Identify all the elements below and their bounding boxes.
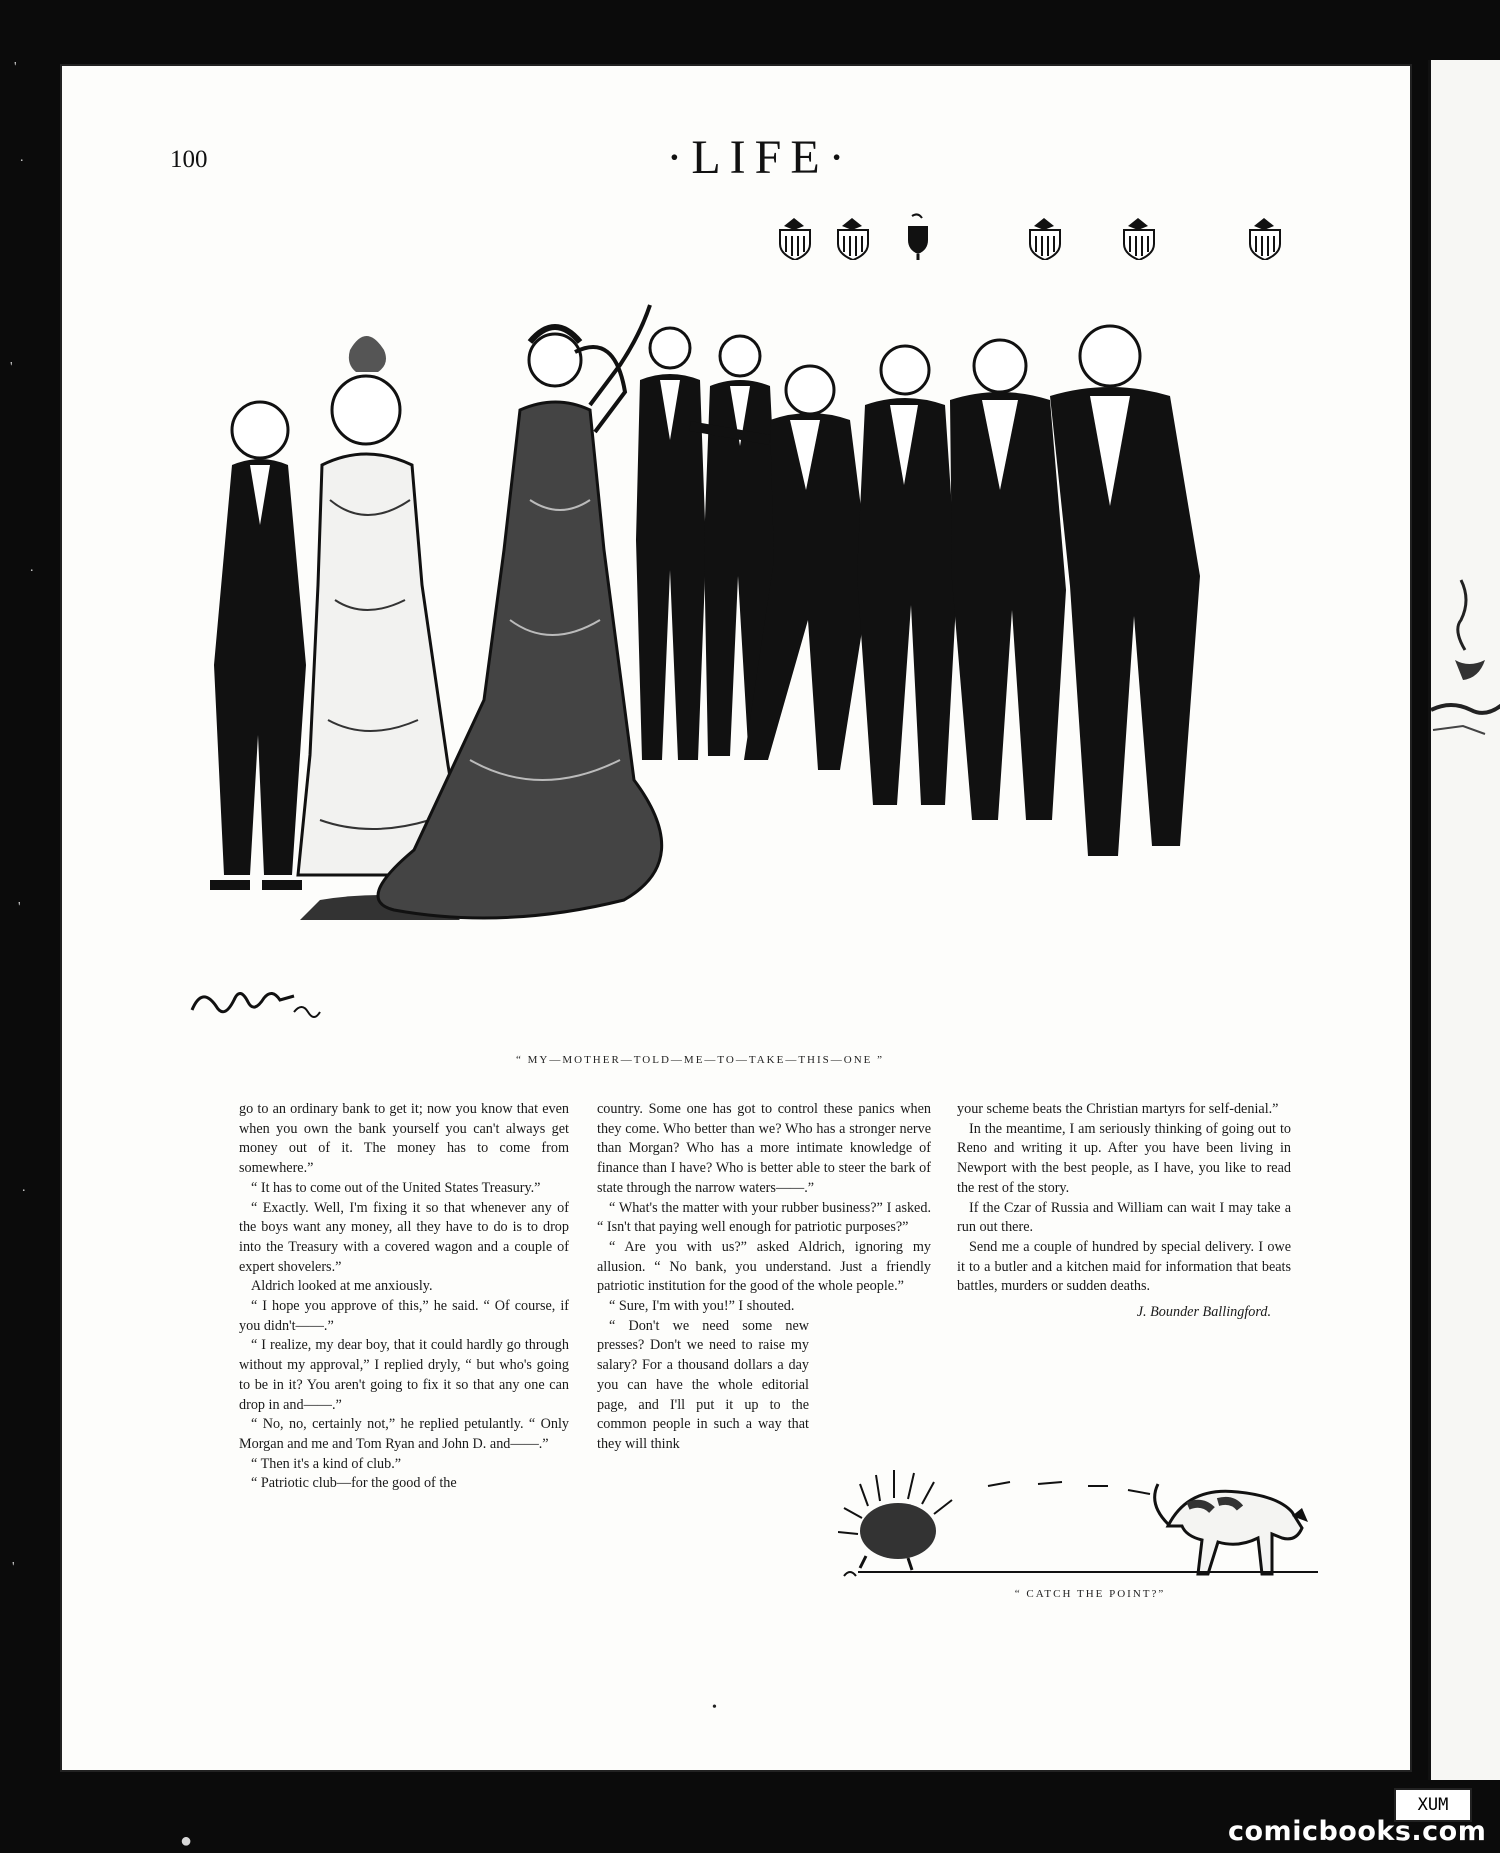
source-watermark: comicbooks.com	[1228, 1816, 1487, 1847]
article-column-3	[957, 1100, 1291, 1323]
shield-icon	[1250, 218, 1280, 260]
author-signature: J. Bounder Ballingford.	[1136, 1304, 1271, 1321]
man-figure	[1050, 326, 1200, 856]
ballroom-illustration	[170, 300, 1390, 1050]
shield-icon	[780, 218, 810, 260]
masthead-title: ·LIFE·	[666, 131, 854, 184]
article-paragraph: “ I realize, my dear boy, that it could hardly go through without my approval,” I replied dryly, “ but who's going to be in it? You aren't going to fix it so that any one can drop in and——.”	[239, 1337, 569, 1413]
article-paragraph: “ I hope you approve of this,” he said. “ Of course, if you didn't——.”	[239, 1298, 569, 1334]
flying-quills	[988, 1482, 1150, 1494]
page-dot: •	[712, 1700, 717, 1715]
article-paragraph: Aldrich looked at me anxiously.	[251, 1278, 433, 1295]
article-paragraph: “ It has to come out of the United States Treasury.”	[251, 1179, 541, 1196]
article-paragraph: “ No, no, certainly not,” he replied petulantly. “ Only Morgan and me and Tom Ryan and John D. and——.”	[239, 1416, 569, 1452]
adjacent-page-edge	[1428, 60, 1500, 1780]
shield-icon	[1030, 218, 1060, 260]
scan-speck: '	[18, 900, 21, 915]
scan-speck: '	[14, 60, 17, 75]
illustration-caption: “ MY—MOTHER—TOLD—ME—TO—TAKE—THIS—ONE ”	[515, 1054, 885, 1066]
porcupine-and-dog-illustration	[838, 1446, 1338, 1586]
scan-speck: '	[10, 360, 13, 375]
article-paragraph: Send me a couple of hundred by special delivery. I owe it to a butler and a kitchen maid for information that beats battles, murders or sudden deaths.	[957, 1238, 1291, 1295]
porcupine-caption: “ CATCH THE POINT?”	[1014, 1588, 1166, 1600]
dog-figure	[1155, 1484, 1308, 1574]
article-paragraph: “ Don't we need some new presses? Don't we need to raise my salary? For a thousand dollars a day you can have the whole editorial page, and I'll put it up to the common people in such a way that they will think	[597, 1317, 809, 1452]
article-paragraph: “ Are you with us?” asked Aldrich, ignoring my allusion. “ No bank, you understand. Just a friendly patriotic institution for the good of the whole people.”	[597, 1238, 931, 1295]
article-paragraph: your scheme beats the Christian martyrs for self-denial.”	[957, 1101, 1279, 1117]
porcupine-figure	[838, 1470, 952, 1576]
man-figure	[636, 328, 706, 760]
man-figure	[950, 340, 1066, 820]
article-paragraph: In the meantime, I am seriously thinking of going out to Reno and writing it up. After you have been living in Newport with the best people, as I have, you like to read the rest of the story.	[957, 1120, 1291, 1196]
adjacent-page-sketch	[1431, 60, 1500, 1780]
article-paragraph: “ Then it's a kind of club.”	[251, 1455, 402, 1472]
man-figure	[857, 346, 957, 805]
scan-speck: ●	[180, 1830, 193, 1852]
shield-icon	[1124, 218, 1154, 260]
broken-shield-icon	[908, 214, 928, 260]
shield-ornament-row	[770, 212, 1490, 260]
group-of-men-in-tuxedos	[636, 326, 1200, 856]
article-paragraph: “ Patriotic club—for the good of the	[251, 1475, 457, 1492]
shield-icon	[838, 218, 868, 260]
scan-speck: .	[30, 560, 34, 575]
article-paragraph: “ Exactly. Well, I'm fixing it so that whenever any of the boys want any money, all they have to do is to drop into the Treasury with a covered wagon and a couple of expert shovelers.”	[239, 1199, 569, 1275]
scan-speck: .	[22, 1180, 26, 1195]
artist-signature	[192, 993, 320, 1017]
article-paragraph: “ Sure, I'm with you!” I shouted.	[609, 1298, 795, 1315]
article-paragraph: go to an ordinary bank to get it; now you know that even when you own the bank yourself you can't always get money out of it. The money has to come from somewhere.”	[239, 1101, 569, 1177]
article-paragraph: country. Some one has got to control these panics when they come. Who better than we? Who has a stronger nerve than Morgan? Who has a more intimate knowledge of finance than I have? Who is better able to steer the bark of state through the narrow waters——.”	[597, 1101, 931, 1196]
article-paragraph: “ What's the matter with your rubber business?” I asked. “ Isn't that paying well enough for patriotic purposes?”	[597, 1199, 931, 1236]
scan-speck: '	[12, 1560, 15, 1575]
article-paragraph: If the Czar of Russia and William can wait I may take a run out there.	[957, 1199, 1291, 1236]
scan-speck: .	[20, 150, 24, 165]
page-number: 100	[170, 146, 208, 173]
article-column-2	[597, 1100, 931, 1455]
old-man-figure	[210, 402, 306, 890]
article-column-1	[239, 1100, 569, 1494]
scan-tag: XUM	[1394, 1788, 1472, 1822]
